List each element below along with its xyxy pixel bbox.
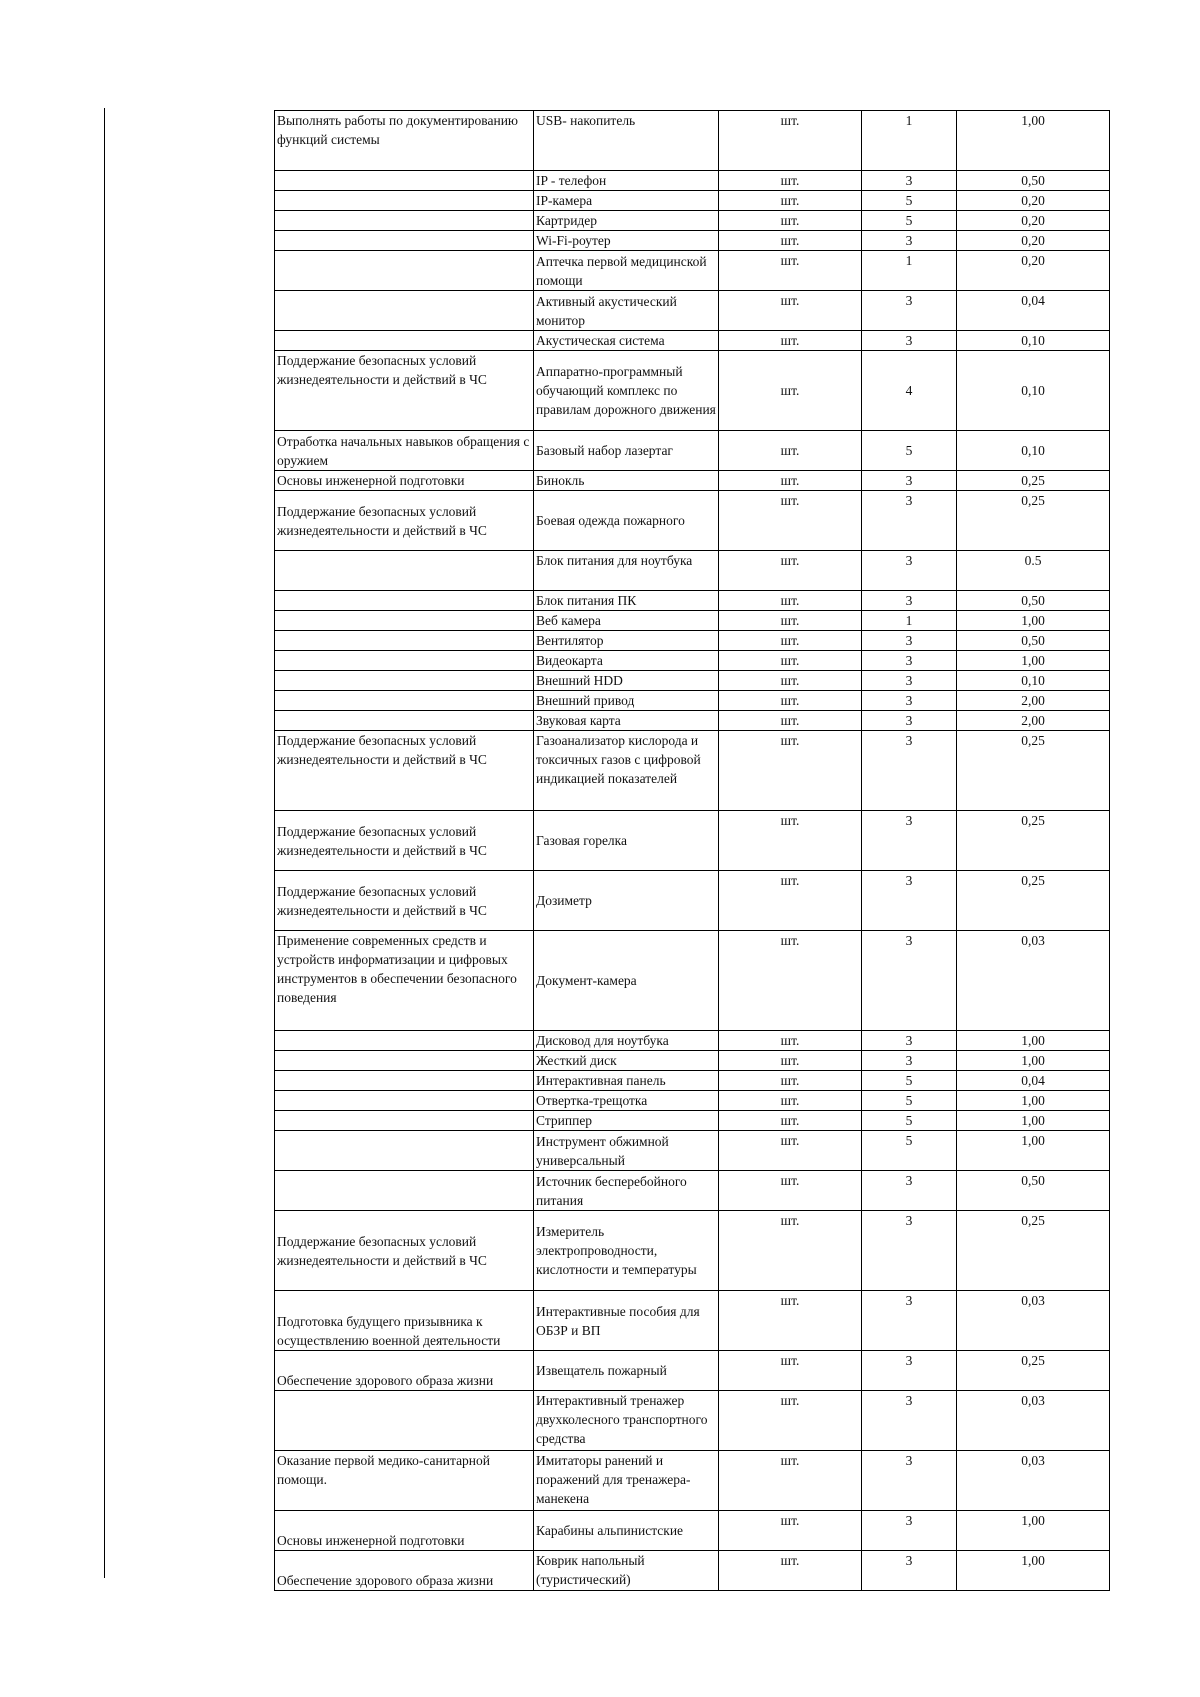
table-row bbox=[275, 1291, 1110, 1351]
table-row bbox=[275, 671, 1110, 691]
quantity-cell: 3 bbox=[862, 1211, 957, 1291]
section-cell bbox=[275, 1071, 534, 1091]
item-name-cell: Внешний привод bbox=[534, 691, 719, 711]
item-name-cell: IP-камера bbox=[534, 191, 719, 211]
section-cell: Поддержание безопасных условий жизнедеятельности и действий в ЧС bbox=[275, 351, 534, 431]
table-row bbox=[275, 1511, 1110, 1551]
unit-cell: шт. bbox=[719, 351, 862, 431]
table-row bbox=[275, 231, 1110, 251]
section-cell bbox=[275, 651, 534, 671]
section-cell: Оказание первой медико-санитарной помощи. bbox=[275, 1451, 534, 1511]
quantity-cell: 3 bbox=[862, 1031, 957, 1051]
table-row bbox=[275, 1451, 1110, 1511]
table-row bbox=[275, 211, 1110, 231]
coefficient-cell: 1,00 bbox=[957, 1051, 1110, 1071]
table-row bbox=[275, 431, 1110, 471]
coefficient-cell: 0,25 bbox=[957, 811, 1110, 871]
quantity-cell: 3 bbox=[862, 591, 957, 611]
unit-cell: шт. bbox=[719, 1031, 862, 1051]
coefficient-cell: 0,50 bbox=[957, 1171, 1110, 1211]
section-cell: Обеспечение здорового образа жизни bbox=[275, 1351, 534, 1391]
item-name-cell: Акустическая система bbox=[534, 331, 719, 351]
section-cell: Применение современных средств и устройств информатизации и цифровых инструментов в обеспечении безопасного поведения bbox=[275, 931, 534, 1031]
unit-cell: шт. bbox=[719, 171, 862, 191]
item-name-cell: Отвертка-трещотка bbox=[534, 1091, 719, 1111]
coefficient-cell: 0,25 bbox=[957, 1211, 1110, 1291]
unit-cell: шт. bbox=[719, 431, 862, 471]
section-cell: Поддержание безопасных условий жизнедеятельности и действий в ЧС bbox=[275, 731, 534, 811]
table-row bbox=[275, 691, 1110, 711]
coefficient-cell: 0,10 bbox=[957, 351, 1110, 431]
table-row bbox=[275, 111, 1110, 171]
table-row bbox=[275, 1051, 1110, 1071]
table-row bbox=[275, 591, 1110, 611]
table-row bbox=[275, 1111, 1110, 1131]
item-name-cell: Wi-Fi-роутер bbox=[534, 231, 719, 251]
quantity-cell: 3 bbox=[862, 291, 957, 331]
quantity-cell: 5 bbox=[862, 431, 957, 471]
coefficient-cell: 0,50 bbox=[957, 171, 1110, 191]
section-cell: Поддержание безопасных условий жизнедеятельности и действий в ЧС bbox=[275, 1211, 534, 1291]
coefficient-cell: 1,00 bbox=[957, 1551, 1110, 1591]
coefficient-cell: 1,00 bbox=[957, 1131, 1110, 1171]
item-name-cell: Имитаторы ранений и поражений для тренажера-манекена bbox=[534, 1451, 719, 1511]
quantity-cell: 5 bbox=[862, 1071, 957, 1091]
equipment-table-body bbox=[275, 111, 1110, 1591]
unit-cell: шт. bbox=[719, 1451, 862, 1511]
coefficient-cell: 0.5 bbox=[957, 551, 1110, 591]
section-cell: Поддержание безопасных условий жизнедеятельности и действий в ЧС bbox=[275, 811, 534, 871]
quantity-cell: 3 bbox=[862, 471, 957, 491]
item-name-cell: Блок питания для ноутбука bbox=[534, 551, 719, 591]
section-cell bbox=[275, 191, 534, 211]
item-name-cell: Картридер bbox=[534, 211, 719, 231]
section-cell bbox=[275, 551, 534, 591]
section-cell bbox=[275, 711, 534, 731]
quantity-cell: 3 bbox=[862, 811, 957, 871]
item-name-cell: Документ-камера bbox=[534, 931, 719, 1031]
unit-cell: шт. bbox=[719, 111, 862, 171]
quantity-cell: 4 bbox=[862, 351, 957, 431]
quantity-cell: 3 bbox=[862, 691, 957, 711]
item-name-cell: Бинокль bbox=[534, 471, 719, 491]
table-row bbox=[275, 871, 1110, 931]
quantity-cell: 3 bbox=[862, 551, 957, 591]
table-row bbox=[275, 471, 1110, 491]
item-name-cell: Интерактивная панель bbox=[534, 1071, 719, 1091]
unit-cell: шт. bbox=[719, 611, 862, 631]
quantity-cell: 3 bbox=[862, 1551, 957, 1591]
quantity-cell: 3 bbox=[862, 1291, 957, 1351]
coefficient-cell: 0,03 bbox=[957, 1391, 1110, 1451]
coefficient-cell: 0,10 bbox=[957, 331, 1110, 351]
quantity-cell: 3 bbox=[862, 1391, 957, 1451]
unit-cell: шт. bbox=[719, 331, 862, 351]
unit-cell: шт. bbox=[719, 1551, 862, 1591]
unit-cell: шт. bbox=[719, 731, 862, 811]
table-row bbox=[275, 1071, 1110, 1091]
item-name-cell: Звуковая карта bbox=[534, 711, 719, 731]
table-row bbox=[275, 631, 1110, 651]
unit-cell: шт. bbox=[719, 1131, 862, 1171]
item-name-cell: Базовый набор лазертаг bbox=[534, 431, 719, 471]
section-cell bbox=[275, 691, 534, 711]
table-row bbox=[275, 651, 1110, 671]
section-cell bbox=[275, 1091, 534, 1111]
table-row bbox=[275, 291, 1110, 331]
table-row bbox=[275, 731, 1110, 811]
quantity-cell: 1 bbox=[862, 611, 957, 631]
item-name-cell: Карабины альпинистские bbox=[534, 1511, 719, 1551]
unit-cell: шт. bbox=[719, 471, 862, 491]
item-name-cell: Аппаратно-программный обучающий комплекс по правилам дорожного движения bbox=[534, 351, 719, 431]
coefficient-cell: 0,50 bbox=[957, 631, 1110, 651]
section-cell bbox=[275, 231, 534, 251]
margin-line bbox=[104, 108, 105, 1578]
quantity-cell: 3 bbox=[862, 631, 957, 651]
equipment-table bbox=[274, 110, 1110, 1591]
coefficient-cell: 1,00 bbox=[957, 1031, 1110, 1051]
section-cell bbox=[275, 1391, 534, 1451]
item-name-cell: Видеокарта bbox=[534, 651, 719, 671]
section-cell bbox=[275, 591, 534, 611]
unit-cell: шт. bbox=[719, 251, 862, 291]
unit-cell: шт. bbox=[719, 1291, 862, 1351]
unit-cell: шт. bbox=[719, 291, 862, 331]
table-row bbox=[275, 1351, 1110, 1391]
unit-cell: шт. bbox=[719, 1111, 862, 1131]
coefficient-cell: 1,00 bbox=[957, 1511, 1110, 1551]
item-name-cell: Аптечка первой медицинской помощи bbox=[534, 251, 719, 291]
item-name-cell: Стриппер bbox=[534, 1111, 719, 1131]
item-name-cell: Интерактивные пособия для ОБЗР и ВП bbox=[534, 1291, 719, 1351]
table-row bbox=[275, 331, 1110, 351]
item-name-cell: Жесткий диск bbox=[534, 1051, 719, 1071]
coefficient-cell: 1,00 bbox=[957, 651, 1110, 671]
coefficient-cell: 1,00 bbox=[957, 1111, 1110, 1131]
item-name-cell: Активный акустический монитор bbox=[534, 291, 719, 331]
unit-cell: шт. bbox=[719, 871, 862, 931]
coefficient-cell: 0,20 bbox=[957, 211, 1110, 231]
coefficient-cell: 0,20 bbox=[957, 191, 1110, 211]
coefficient-cell: 1,00 bbox=[957, 111, 1110, 171]
section-cell bbox=[275, 671, 534, 691]
table-row bbox=[275, 931, 1110, 1031]
coefficient-cell: 1,00 bbox=[957, 1091, 1110, 1111]
table-row bbox=[275, 1091, 1110, 1111]
quantity-cell: 1 bbox=[862, 251, 957, 291]
item-name-cell: Измеритель электропроводности, кислотности и температуры bbox=[534, 1211, 719, 1291]
table-row bbox=[275, 1171, 1110, 1211]
section-cell bbox=[275, 251, 534, 291]
table-row bbox=[275, 171, 1110, 191]
unit-cell: шт. bbox=[719, 231, 862, 251]
table-row bbox=[275, 491, 1110, 551]
item-name-cell: Газовая горелка bbox=[534, 811, 719, 871]
table-row bbox=[275, 351, 1110, 431]
quantity-cell: 3 bbox=[862, 651, 957, 671]
unit-cell: шт. bbox=[719, 1051, 862, 1071]
item-name-cell: Коврик напольный (туристический) bbox=[534, 1551, 719, 1591]
section-cell: Поддержание безопасных условий жизнедеятельности и действий в ЧС bbox=[275, 871, 534, 931]
unit-cell: шт. bbox=[719, 1211, 862, 1291]
unit-cell: шт. bbox=[719, 711, 862, 731]
item-name-cell: Вентилятор bbox=[534, 631, 719, 651]
section-cell bbox=[275, 631, 534, 651]
item-name-cell: Извещатель пожарный bbox=[534, 1351, 719, 1391]
item-name-cell: Источник бесперебойного питания bbox=[534, 1171, 719, 1211]
quantity-cell: 1 bbox=[862, 111, 957, 171]
unit-cell: шт. bbox=[719, 551, 862, 591]
coefficient-cell: 0,04 bbox=[957, 1071, 1110, 1091]
coefficient-cell: 0,10 bbox=[957, 671, 1110, 691]
section-cell: Обеспечение здорового образа жизни bbox=[275, 1551, 534, 1591]
item-name-cell: Дисковод для ноутбука bbox=[534, 1031, 719, 1051]
unit-cell: шт. bbox=[719, 211, 862, 231]
quantity-cell: 3 bbox=[862, 1051, 957, 1071]
quantity-cell: 3 bbox=[862, 331, 957, 351]
unit-cell: шт. bbox=[719, 671, 862, 691]
section-cell: Выполнять работы по документированию функций системы bbox=[275, 111, 534, 171]
unit-cell: шт. bbox=[719, 1391, 862, 1451]
item-name-cell: Инструмент обжимной универсальный bbox=[534, 1131, 719, 1171]
section-cell bbox=[275, 1051, 534, 1071]
quantity-cell: 5 bbox=[862, 1111, 957, 1131]
quantity-cell: 3 bbox=[862, 711, 957, 731]
item-name-cell: Интерактивный тренажер двухколесного транспортного средства bbox=[534, 1391, 719, 1451]
item-name-cell: Боевая одежда пожарного bbox=[534, 491, 719, 551]
item-name-cell: IP - телефон bbox=[534, 171, 719, 191]
item-name-cell: Внешний HDD bbox=[534, 671, 719, 691]
coefficient-cell: 2,00 bbox=[957, 711, 1110, 731]
coefficient-cell: 0,20 bbox=[957, 251, 1110, 291]
coefficient-cell: 0,25 bbox=[957, 731, 1110, 811]
coefficient-cell: 0,25 bbox=[957, 871, 1110, 931]
coefficient-cell: 0,03 bbox=[957, 1451, 1110, 1511]
item-name-cell: Газоанализатор кислорода и токсичных газов с цифровой индикацией показателей bbox=[534, 731, 719, 811]
unit-cell: шт. bbox=[719, 1091, 862, 1111]
unit-cell: шт. bbox=[719, 1171, 862, 1211]
section-cell bbox=[275, 331, 534, 351]
table-row bbox=[275, 1391, 1110, 1451]
quantity-cell: 5 bbox=[862, 1131, 957, 1171]
table-row bbox=[275, 711, 1110, 731]
section-cell bbox=[275, 1171, 534, 1211]
quantity-cell: 3 bbox=[862, 731, 957, 811]
quantity-cell: 5 bbox=[862, 211, 957, 231]
quantity-cell: 3 bbox=[862, 1511, 957, 1551]
unit-cell: шт. bbox=[719, 931, 862, 1031]
coefficient-cell: 0,25 bbox=[957, 471, 1110, 491]
coefficient-cell: 0,03 bbox=[957, 1291, 1110, 1351]
table-row bbox=[275, 551, 1110, 591]
item-name-cell: Дозиметр bbox=[534, 871, 719, 931]
coefficient-cell: 0,04 bbox=[957, 291, 1110, 331]
table-row bbox=[275, 1551, 1110, 1591]
quantity-cell: 3 bbox=[862, 491, 957, 551]
table-row bbox=[275, 811, 1110, 871]
unit-cell: шт. bbox=[719, 811, 862, 871]
unit-cell: шт. bbox=[719, 191, 862, 211]
section-cell: Подготовка будущего призывника к осуществлению военной деятельности bbox=[275, 1291, 534, 1351]
quantity-cell: 3 bbox=[862, 171, 957, 191]
section-cell bbox=[275, 1031, 534, 1051]
coefficient-cell: 0,25 bbox=[957, 1351, 1110, 1391]
quantity-cell: 3 bbox=[862, 1451, 957, 1511]
quantity-cell: 3 bbox=[862, 1351, 957, 1391]
quantity-cell: 5 bbox=[862, 1091, 957, 1111]
coefficient-cell: 0,20 bbox=[957, 231, 1110, 251]
table-row bbox=[275, 611, 1110, 631]
unit-cell: шт. bbox=[719, 1351, 862, 1391]
section-cell: Поддержание безопасных условий жизнедеятельности и действий в ЧС bbox=[275, 491, 534, 551]
unit-cell: шт. bbox=[719, 1511, 862, 1551]
section-cell bbox=[275, 211, 534, 231]
item-name-cell: Веб камера bbox=[534, 611, 719, 631]
table-row bbox=[275, 191, 1110, 211]
quantity-cell: 3 bbox=[862, 1171, 957, 1211]
coefficient-cell: 0,10 bbox=[957, 431, 1110, 471]
coefficient-cell: 2,00 bbox=[957, 691, 1110, 711]
item-name-cell: Блок питания ПК bbox=[534, 591, 719, 611]
unit-cell: шт. bbox=[719, 691, 862, 711]
section-cell: Основы инженерной подготовки bbox=[275, 471, 534, 491]
table-row bbox=[275, 1211, 1110, 1291]
quantity-cell: 3 bbox=[862, 231, 957, 251]
unit-cell: шт. bbox=[719, 631, 862, 651]
unit-cell: шт. bbox=[719, 491, 862, 551]
coefficient-cell: 0,50 bbox=[957, 591, 1110, 611]
section-cell bbox=[275, 1111, 534, 1131]
item-name-cell: USB- накопитель bbox=[534, 111, 719, 171]
quantity-cell: 3 bbox=[862, 871, 957, 931]
unit-cell: шт. bbox=[719, 591, 862, 611]
section-cell bbox=[275, 1131, 534, 1171]
section-cell: Отработка начальных навыков обращения с оружием bbox=[275, 431, 534, 471]
quantity-cell: 5 bbox=[862, 191, 957, 211]
table-row bbox=[275, 1131, 1110, 1171]
coefficient-cell: 1,00 bbox=[957, 611, 1110, 631]
table-row bbox=[275, 251, 1110, 291]
quantity-cell: 3 bbox=[862, 671, 957, 691]
section-cell: Основы инженерной подготовки bbox=[275, 1511, 534, 1551]
unit-cell: шт. bbox=[719, 1071, 862, 1091]
quantity-cell: 3 bbox=[862, 931, 957, 1031]
table-row bbox=[275, 1031, 1110, 1051]
unit-cell: шт. bbox=[719, 651, 862, 671]
coefficient-cell: 0,25 bbox=[957, 491, 1110, 551]
section-cell bbox=[275, 611, 534, 631]
coefficient-cell: 0,03 bbox=[957, 931, 1110, 1031]
section-cell bbox=[275, 171, 534, 191]
section-cell bbox=[275, 291, 534, 331]
